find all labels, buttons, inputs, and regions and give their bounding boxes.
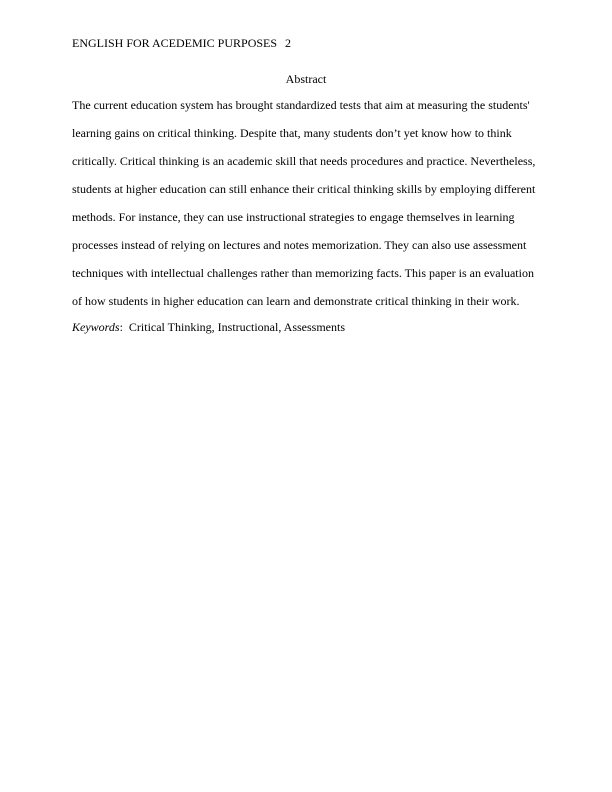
- keywords-label: Keywords: [72, 320, 120, 334]
- abstract-line: of how students in higher education can learn and demonstrate critical thinking in their work.: [72, 294, 520, 308]
- abstract-line: processes instead of relying on lectures and notes memorization. They can also use assessment: [72, 238, 527, 252]
- abstract-line: methods. For instance, they can use instructional strategies to engage themselves in learning: [72, 210, 515, 224]
- keywords-separator: :: [119, 320, 123, 334]
- keywords-values: Critical Thinking, Instructional, Assessments: [128, 320, 345, 334]
- abstract-heading: Abstract: [285, 72, 327, 86]
- page-number: 2: [285, 36, 292, 50]
- abstract-line: learning gains on critical thinking. Despite that, many students don’t yet know how to think: [72, 126, 512, 140]
- running-head-title: ENGLISH FOR ACEDEMIC PURPOSES: [72, 36, 278, 50]
- abstract-line: critically. Critical thinking is an academic skill that needs procedures and practice. Nevertheless,: [72, 154, 536, 168]
- keywords-line: [72, 319, 345, 335]
- running-head: [72, 35, 291, 51]
- abstract-line: The current education system has brought standardized tests that aim at measuring the students': [72, 98, 530, 112]
- abstract-line: students at higher education can still enhance their critical thinking skills by employing different: [72, 182, 536, 196]
- abstract-line: techniques with intellectual challenges rather than memorizing facts. This paper is an evaluation: [72, 266, 534, 280]
- abstract-body: [72, 97, 552, 321]
